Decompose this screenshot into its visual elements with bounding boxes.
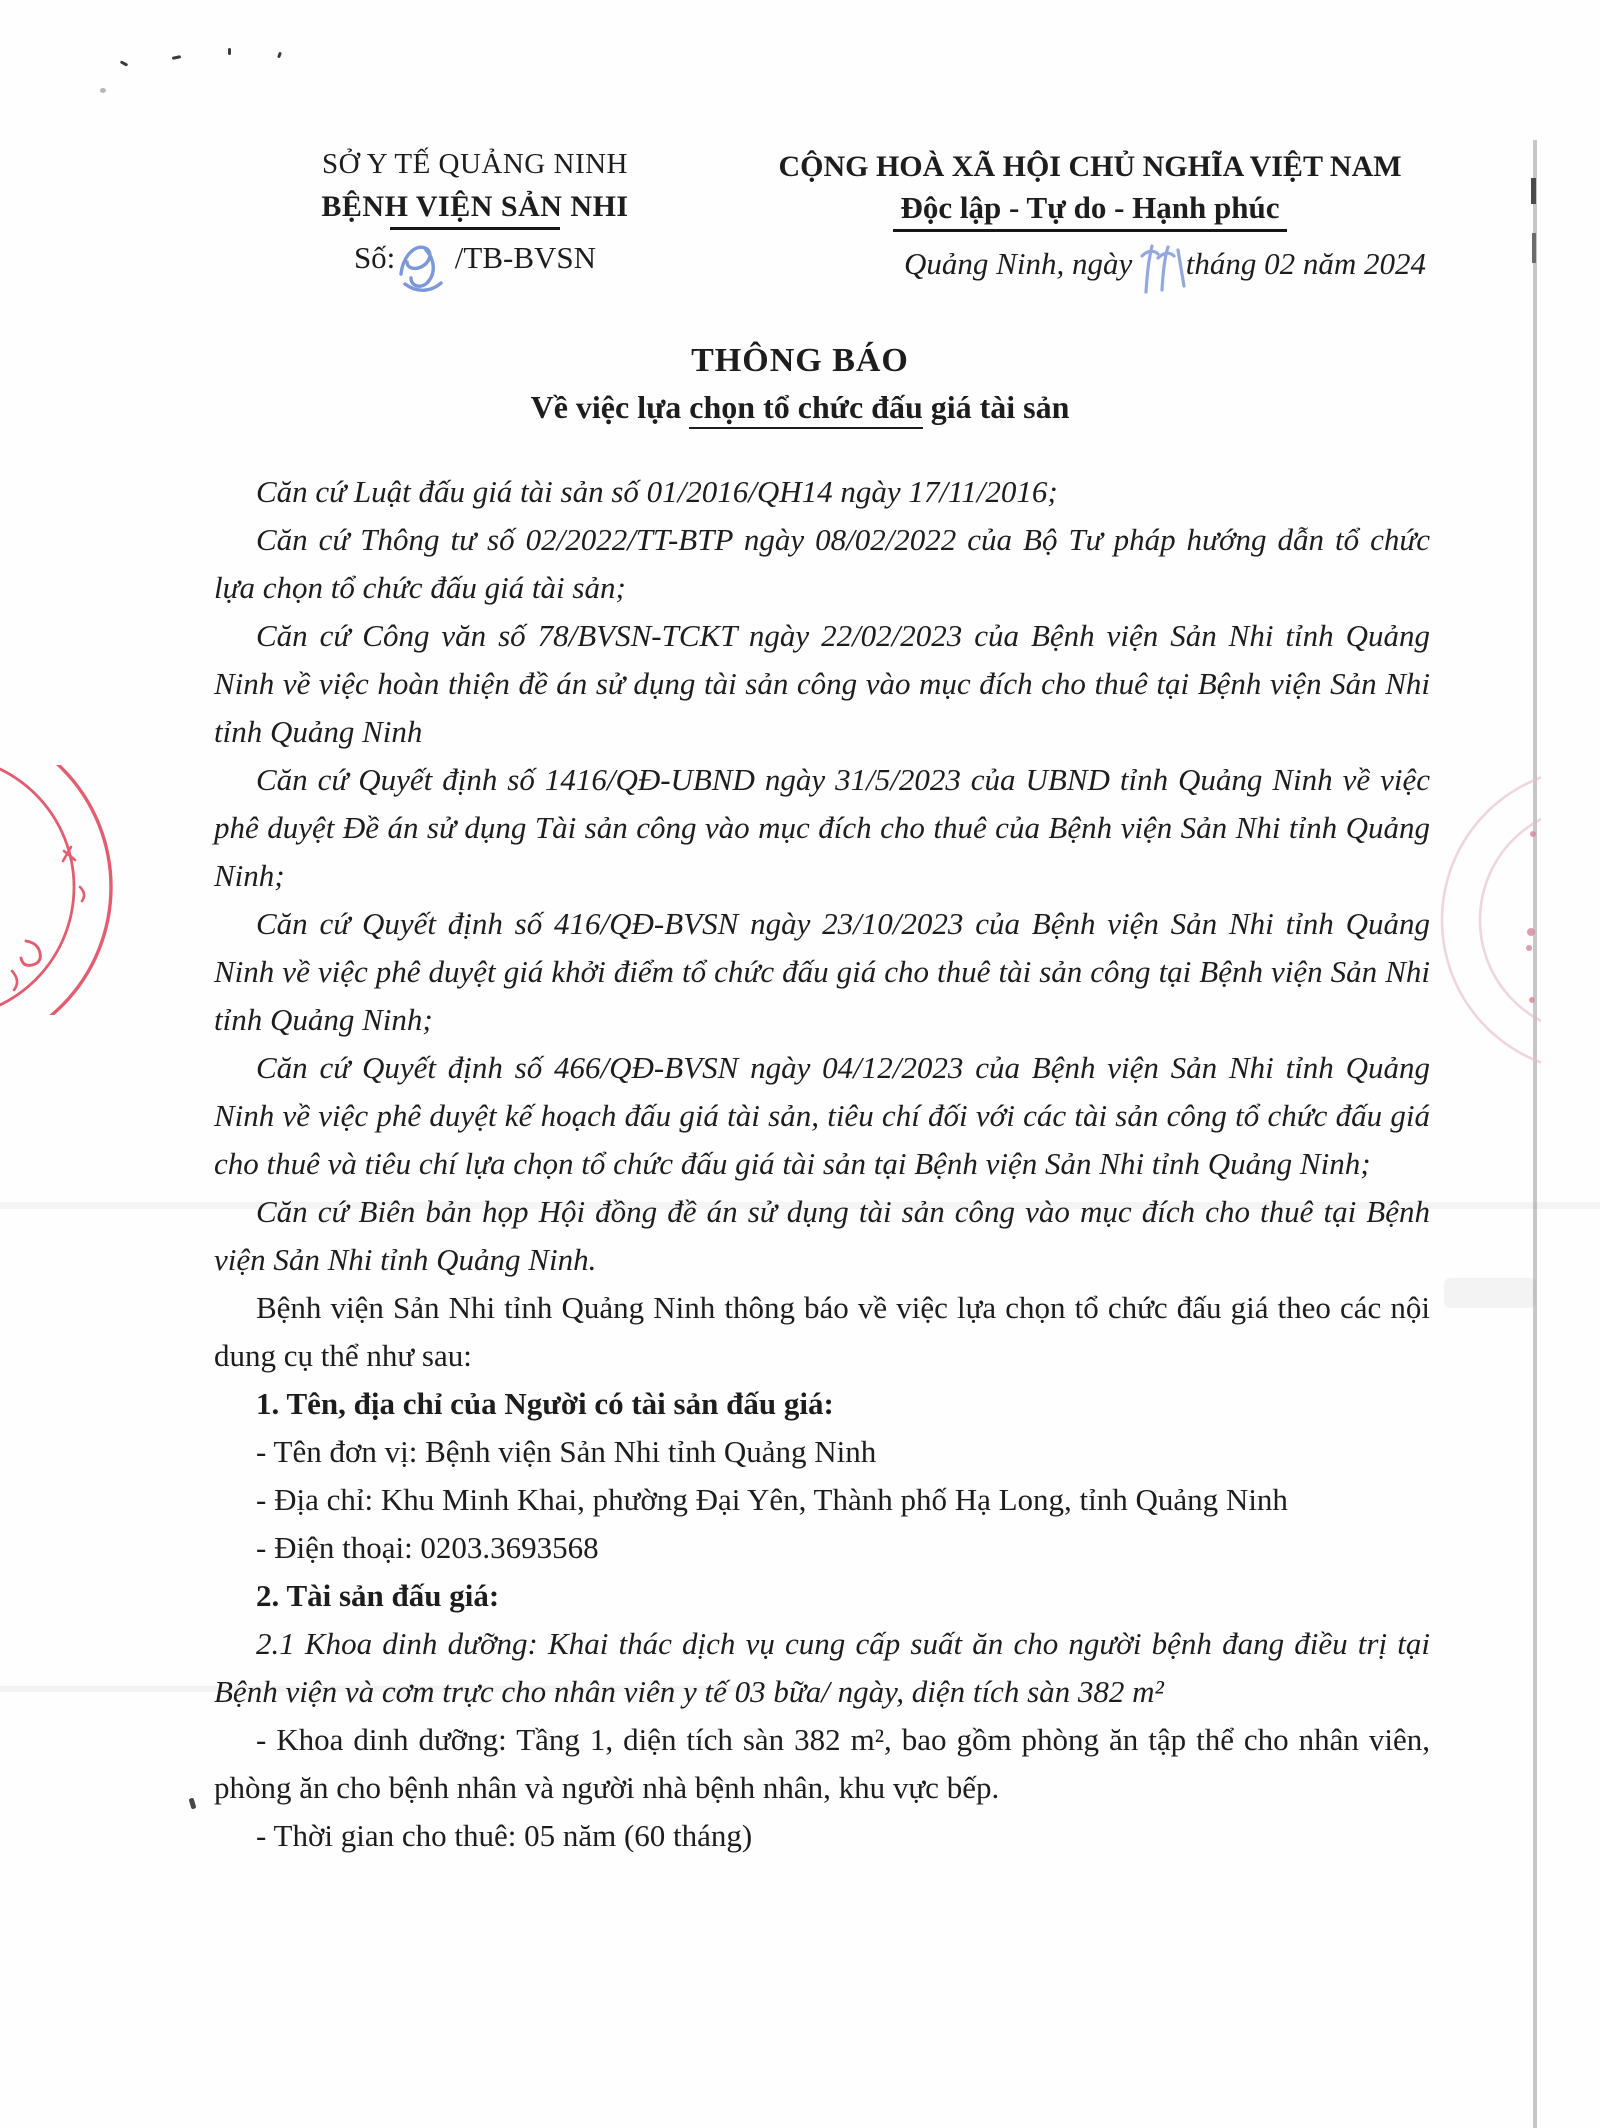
scan-speck [120,60,128,66]
document-number-suffix: /TB-BVSN [454,240,597,275]
scan-speck [100,88,106,93]
section-1-heading: 1. Tên, địa chỉ của Người có tài sản đấu giá: [256,1386,834,1421]
place-date-pre: Quảng Ninh, ngày [904,246,1133,281]
asset-detail-item: - Khoa dinh dưỡng: Tầng 1, diện tích sàn 382 m², bao gồm phòng ăn tập thể cho nhân viên, phòng ăn cho bệnh nhân và người nhà bệnh nhân, khu vực bếp. [214,1722,1430,1805]
scan-speck [228,48,231,55]
lease-term-item: - Thời gian cho thuê: 05 năm (60 tháng) [256,1818,753,1853]
scan-edge-mark [1531,178,1536,204]
address-item: - Địa chỉ: Khu Minh Khai, phường Đại Yên, Thành phố Hạ Long, tỉnh Quảng Ninh [256,1482,1288,1517]
scan-speck [172,55,181,60]
notice-subtitle [0,389,1600,426]
notice-title-block [0,342,1600,426]
red-circular-stamp-icon [0,765,148,1015]
national-title: CỘNG HOÀ XÃ HỘI CHỦ NGHĨA VIỆT NAM [778,150,1402,183]
document-number-line [240,238,710,284]
hospital-name: BỆNH VIỆN SẢN NHI [321,190,629,223]
asset-2-1-paragraph: 2.1 Khoa dinh dưỡng: Khai thác dịch vụ cung cấp suất ăn cho người bệnh đang điều trị tại Bệnh viện và cơm trực cho nhân viên y tế 03 bữa/ ngày, diện tích sàn 382 m² [214,1626,1430,1709]
recital-paragraph: Căn cứ Thông tư số 02/2022/TT-BTP ngày 08/02/2022 của Bộ Tư pháp hướng dẫn tổ chức lựa chọn tổ chức đấu giá tài sản; [214,522,1430,605]
recital-paragraph: Căn cứ Quyết định số 466/QĐ-BVSN ngày 04/12/2023 của Bệnh viện Sản Nhi tỉnh Quảng Ninh về việc phê duyệt kế hoạch đấu giá tài sản, tiêu chí đối với các tài sản công tổ chức đấu giá cho thuê và tiêu chí lựa chọn tổ chức đấu giá tài sản tại Bệnh viện Sản Nhi tỉnh Quảng Ninh; [214,1050,1430,1181]
document-body [214,468,1430,1860]
scan-edge-line [1533,140,1537,2128]
national-motto: Độc lập - Tự do - Hạnh phúc [893,190,1288,232]
document-number-prefix: Số: [353,240,396,275]
issuing-authority-block [240,148,710,284]
unit-name-item: - Tên đơn vị: Bệnh viện Sản Nhi tỉnh Quảng Ninh [256,1434,877,1469]
handwritten-number-scribble-icon [393,238,453,294]
scan-speck [277,52,282,59]
place-date-post: tháng 02 năm 2024 [1185,246,1426,281]
scan-edge-mark [1532,233,1536,263]
national-header-block [740,150,1440,286]
recital-paragraph: Căn cứ Công văn số 78/BVSN-TCKT ngày 22/02/2023 của Bệnh viện Sản Nhi tỉnh Quảng Ninh về việc hoàn thiện đề án sử dụng tài sản công vào mục đích cho thuê tại Bệnh viện Sản Nhi tỉnh Quảng Ninh [214,618,1430,749]
faint-stamp-icon [1436,772,1541,1072]
notice-subtitle-underlined: chọn tổ chức đấu [689,389,922,429]
handwritten-day-scribble-icon [1132,242,1190,296]
recital-paragraph: Căn cứ Luật đấu giá tài sản số 01/2016/QH14 ngày 17/11/2016; [256,474,1058,509]
notice-title: THÔNG BÁO [691,342,909,379]
recital-paragraph: Căn cứ Quyết định số 1416/QĐ-UBND ngày 31/5/2023 của UBND tỉnh Quảng Ninh về việc phê duyệt Đề án sử dụng Tài sản công vào mục đích cho thuê của Bệnh viện Sản Nhi tỉnh Quảng Ninh; [214,762,1430,893]
place-date-line [890,242,1440,286]
phone-item: - Điện thoại: 0203.3693568 [256,1530,599,1565]
notice-subtitle-post: giá tài sản [922,389,1070,425]
parent-department-name: SỞ Y TẾ QUẢNG NINH [322,148,628,180]
notice-subtitle-pre: Về việc lựa [530,389,690,425]
scan-speck [189,1798,197,1810]
scan-smudge [1444,1278,1536,1308]
recital-paragraph: Căn cứ Quyết định số 416/QĐ-BVSN ngày 23/10/2023 của Bệnh viện Sản Nhi tỉnh Quảng Ninh về việc phê duyệt giá khởi điểm tổ chức đấu giá cho thuê tài sản công tại Bệnh viện Sản Nhi tỉnh Quảng Ninh; [214,906,1430,1037]
recital-paragraph: Căn cứ Biên bản họp Hội đồng đề án sử dụng tài sản công vào mục đích cho thuê tại Bệnh viện Sản Nhi tỉnh Quảng Ninh. [214,1194,1430,1277]
section-2-heading: 2. Tài sản đấu giá: [256,1578,500,1613]
hospital-name-underline [390,227,560,230]
intro-paragraph: Bệnh viện Sản Nhi tỉnh Quảng Ninh thông báo về việc lựa chọn tổ chức đấu giá theo các nội dung cụ thể như sau: [214,1290,1430,1373]
